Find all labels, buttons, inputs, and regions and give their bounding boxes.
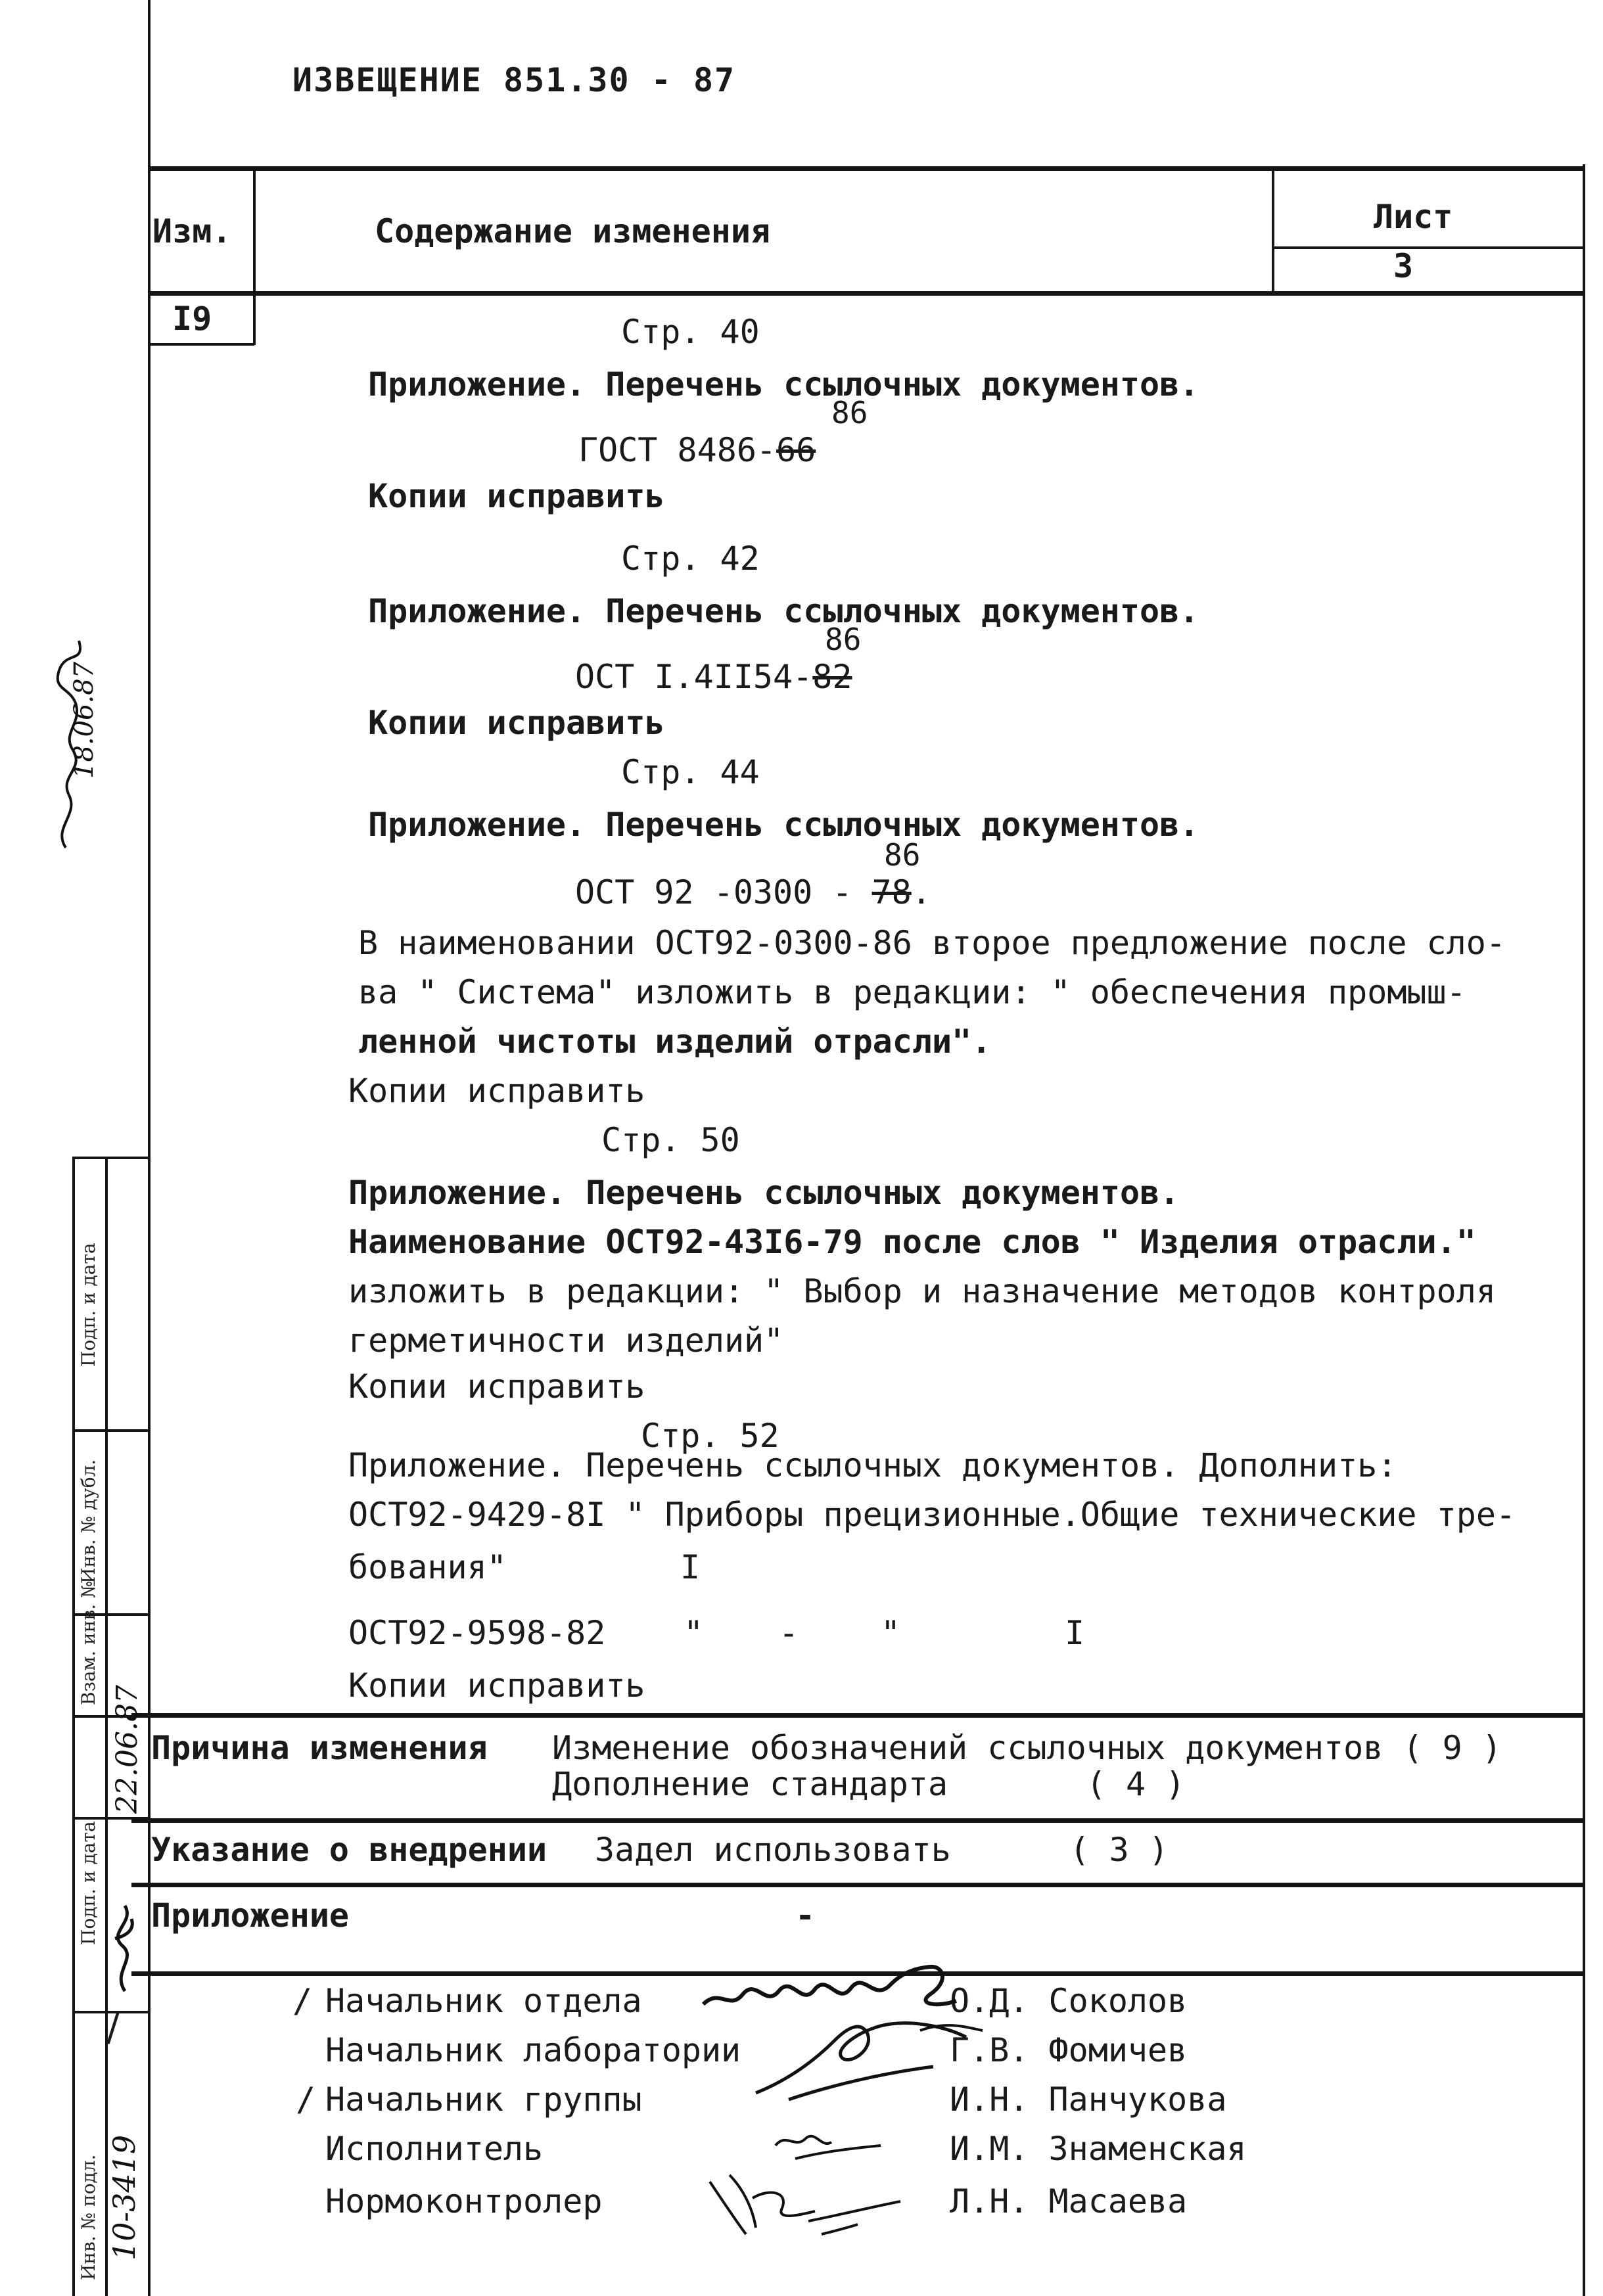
appendix-top-rule (131, 1883, 1584, 1887)
header-top-rule (148, 166, 1584, 171)
page-44-text-1: В наименовании ОСТ92-0300-86 второе предложение после сло- (358, 924, 1506, 962)
stamp-label-inv-dup: Инв. № дубл. (78, 1459, 99, 1584)
stamp-rule-5 (72, 1817, 148, 1820)
reason-top-rule (131, 1713, 1584, 1718)
signature-mark-1: / (292, 1982, 313, 2020)
signature-scrawl-3 (769, 2119, 887, 2165)
page-40-heading: Стр. 40 (621, 313, 760, 351)
stamp-date-signature (105, 1899, 145, 1998)
signature-name-3: И.Н. Панчукова (950, 2080, 1227, 2119)
page-52-ditto-2: " (881, 1614, 901, 1652)
page-52-dash: - (779, 1614, 799, 1652)
stamp-rule-1 (72, 1157, 148, 1159)
page-50-text-3: герметичности изделий" (348, 1321, 784, 1360)
page-44-text-3: ленной чистоты изделий отрасли". (358, 1022, 992, 1061)
page-50-title: Приложение. Перечень ссылочных документов. (348, 1174, 1180, 1212)
page-42-doc (575, 657, 852, 697)
page-52-ditto-1: " (684, 1614, 704, 1652)
col-sheet-label: Лист (1374, 198, 1453, 236)
stamp-label-sign-date: Подп. и дата (78, 1821, 99, 1945)
page-44-heading: Стр. 44 (621, 753, 760, 791)
page-42-new-year: 86 (825, 622, 862, 657)
appendix-label: Приложение (151, 1896, 350, 1935)
instruction-label: Указание о внедрении (151, 1831, 547, 1869)
page-40-title: Приложение. Перечень ссылочных документов. (368, 365, 1199, 403)
stamp-label-replace-inv: Взам. инв. № (78, 1580, 99, 1705)
appendix-value: - (795, 1896, 816, 1935)
signature-name-2: Г.В. Фомичев (950, 2031, 1188, 2069)
form-right-border (1583, 164, 1585, 2296)
header-col-divider-2 (1272, 166, 1274, 294)
page-44-title: Приложение. Перечень ссылочных документов. (368, 806, 1199, 844)
page-40-doc-prefix: ГОСТ 8486- (578, 431, 777, 469)
page-44-doc (575, 873, 931, 912)
stamp-rule-2 (72, 1429, 148, 1432)
signature-mark-3: / (296, 2080, 316, 2119)
page-52-doc-2: ОСТ92-9598-82 (348, 1614, 606, 1652)
page-52-action: Копии исправить (348, 1666, 645, 1705)
sheet-mid-rule (1272, 246, 1583, 249)
page-44-text-2: ва " Система" изложить в редакции: " обеспечения промыш- (358, 973, 1466, 1011)
signature-role-4: Исполнитель (325, 2130, 544, 2168)
page-52-heading: Стр. 52 (641, 1417, 779, 1455)
instruction-top-rule (131, 1818, 1584, 1823)
signature-role-2: Начальник лаборатории (325, 2031, 741, 2069)
page-44-old-year: 78 (871, 873, 912, 911)
page-52-qty-1: I (680, 1548, 701, 1586)
signature-role-1: Начальник отдела (325, 1982, 642, 2020)
page-44-action: Копии исправить (348, 1072, 645, 1110)
page-52-text-1: ОСТ92-9429-8I " Приборы прецизионные.Общие технические тре- (348, 1496, 1516, 1534)
page-40-action: Копии исправить (368, 477, 665, 515)
sheet-number: 3 (1393, 247, 1414, 285)
stamp-sign-date: 22.06.87 (110, 1685, 144, 1814)
page-50-action: Копии исправить (348, 1367, 645, 1406)
page-44-doc-suffix: . (911, 873, 931, 911)
page-42-title: Приложение. Перечень ссылочных документов. (368, 592, 1199, 630)
page-40-new-year: 86 (831, 395, 868, 430)
page-44-doc-prefix: ОСТ 92 -0300 - (575, 873, 852, 911)
page-50-heading: Стр. 50 (601, 1121, 740, 1159)
page-50-text-2: изложить в редакции: " Выбор и назначение методов контроля (348, 1272, 1496, 1310)
header-col-divider-1 (253, 166, 256, 345)
page-50-text-1: Наименование ОСТ92-43I6-79 после слов " Изделия отрасли." (348, 1223, 1476, 1261)
page-52-qty-2: I (1065, 1614, 1085, 1652)
page-52-title: Приложение. Перечень ссылочных документов. Дополнить: (348, 1446, 1397, 1484)
change-number-rule (148, 343, 254, 346)
stamp-col-mid-border (105, 1157, 108, 2296)
page-42-old-year: 82 (812, 658, 852, 696)
signature-scrawl-4 (690, 2162, 907, 2241)
reason-label: Причина изменения (151, 1729, 488, 1767)
reason-line-1: Изменение обозначений ссылочных документов ( 9 ) (552, 1729, 1502, 1767)
page-42-doc-prefix: ОСТ I.4II54- (575, 658, 813, 696)
page-40-old-year: 66 (776, 431, 816, 469)
margin-date-note: 18.06.87 (69, 661, 99, 779)
stamp-col-left-border (72, 1157, 75, 2296)
page-52-text-2: бования" (348, 1548, 507, 1586)
stamp-signature-slash: / (106, 2004, 120, 2050)
signature-name-4: И.М. Знаменская (950, 2130, 1247, 2168)
page-40-doc (578, 430, 816, 470)
instruction-value: Задел использовать ( 3 ) (595, 1831, 1169, 1869)
signature-scrawl-2 (749, 2001, 986, 2106)
col-content-label: Содержание изменения (375, 212, 771, 250)
stamp-label-inv-orig: Инв. № подл. (78, 2154, 99, 2280)
stamp-inv-number: 10-3419 (106, 2134, 142, 2261)
page-42-action: Копии исправить (368, 704, 665, 742)
stamp-label-sign-date-top: Подп. и дата (78, 1243, 99, 1367)
reason-line-2: Дополнение стандарта ( 4 ) (552, 1765, 1186, 1803)
page-44-new-year: 86 (884, 837, 921, 873)
notice-title: ИЗВЕЩЕНИЕ 851.30 - 87 (292, 61, 736, 99)
header-bottom-rule (148, 291, 1584, 296)
signature-role-5: Нормоконтролер (325, 2182, 603, 2220)
page-42-heading: Стр. 42 (621, 540, 760, 578)
signature-role-3: Начальник группы (325, 2080, 642, 2119)
signature-name-5: Л.Н. Масаева (950, 2182, 1188, 2220)
signature-name-1: О.Д. Соколов (950, 1982, 1188, 2020)
col-change-label: Изм. (152, 212, 232, 250)
change-number: I9 (172, 300, 212, 338)
